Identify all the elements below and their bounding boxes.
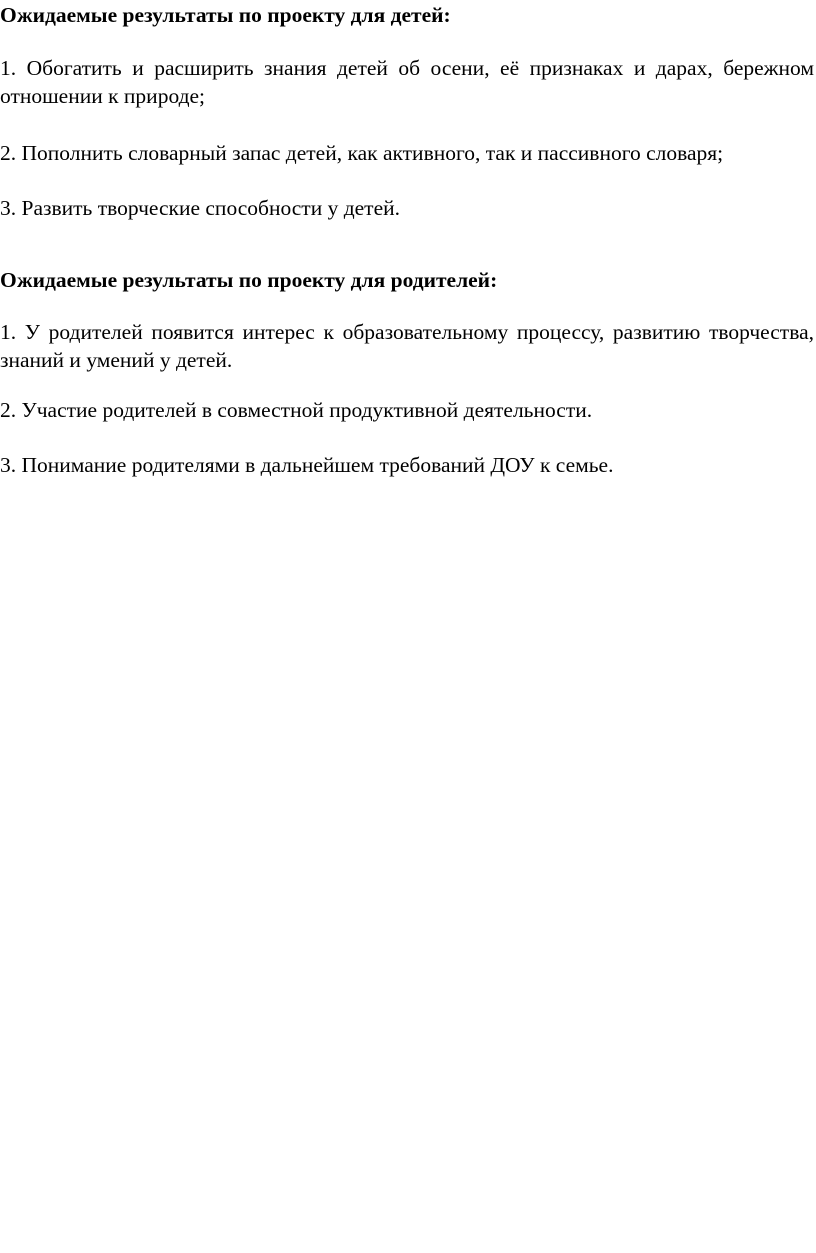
children-results-heading: Ожидаемые результаты по проекту для детей: [0, 3, 451, 27]
children-result-item-3: 3. Развить творческие способности у детей. [0, 196, 400, 220]
parents-result-item-1: 1. У родителей появится интерес к образовательному процессу, развитию творчества, знаний и умений у детей. [0, 320, 814, 372]
children-result-item-1: 1. Обогатить и расширить знания детей об осени, её признаках и дарах, бережном отношении к природе; [0, 56, 814, 108]
children-result-item-2: 2. Пополнить словарный запас детей, как активного, так и пассивного словаря; [0, 141, 724, 165]
parents-results-heading: Ожидаемые результаты по проекту для родителей: [0, 268, 498, 292]
parents-result-item-3: 3. Понимание родителями в дальнейшем требований ДОУ к семье. [0, 453, 614, 477]
parents-result-item-2: 2. Участие родителей в совместной продуктивной деятельности. [0, 398, 593, 422]
